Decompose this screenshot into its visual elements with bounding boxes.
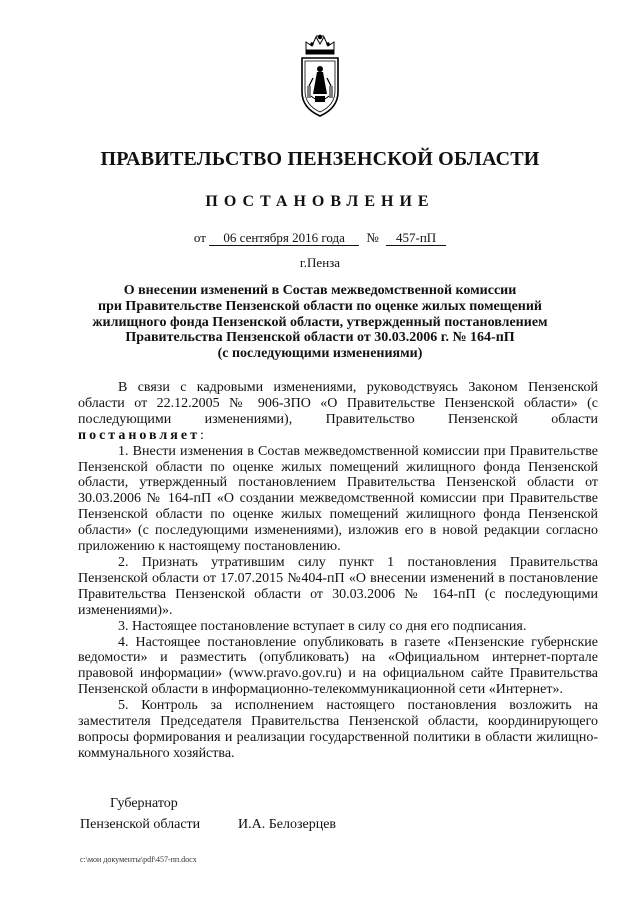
document-body <box>78 380 598 762</box>
subject-line: Правительства Пензенской области от 30.03.2006 г. № 164-пП <box>125 330 515 346</box>
clause-paragraph: 4. Настоящее постановление опубликовать в газете «Пензенские губернские ведомости» и разместить (опубликовать) на «Официальном интернет-портале правовой информации» (www.pravo.gov.ru) и на официальном сайте Правительства Пензенской области в информационно-телекоммуникационной сети «Интернет». <box>78 634 598 698</box>
number-prefix: № <box>366 230 379 245</box>
coat-of-arms-icon <box>296 34 344 118</box>
crown-icon <box>306 35 334 54</box>
document-number: 457-пП <box>386 231 446 246</box>
resolves-suffix: : <box>199 427 204 443</box>
signatory-name: И.А. Белозерцев <box>238 817 337 832</box>
preamble-paragraph <box>78 380 598 444</box>
signatory-position: Губернатор <box>110 796 178 811</box>
file-path: c:\мои документы\pdf\457-пп.docx <box>80 855 197 864</box>
subject-line: при Правительстве Пензенской области по оценке жилых помещений <box>98 298 542 314</box>
document-subject <box>80 283 560 362</box>
signature-row <box>80 814 336 835</box>
government-title: ПРАВИТЕЛЬСТВО ПЕНЗЕНСКОЙ ОБЛАСТИ <box>100 148 540 170</box>
preamble-text: В связи с кадровыми изменениями, руководствуясь Законом Пензенской области от 22.12.2005 № 906-ЗПО «О Правительстве Пензенской области» (с последующими изменениями), Правительство Пензенской области <box>78 380 598 427</box>
clause-paragraph: 1. Внести изменения в Состав межведомственной комиссии при Правительстве Пензенской области по оценке жилых помещений жилищного фонда Пензенской области, утвержденный постановлением Правительства Пензенской области от 30.03.2006 № 164-пП «О создании межведомственной комиссии при Правительстве Пензенской области по оценке жилых помещений жилищного фонда Пензенской области» (с последующими изменениями), изложив его в новой редакции согласно приложению к настоящему постановлению. <box>78 443 598 555</box>
city: г.Пенза <box>299 255 341 270</box>
date-number-line <box>0 230 640 246</box>
signatory-region: Пензенской области <box>80 817 201 832</box>
subject-line: жилищного фонда Пензенской области, утвержденный постановлением <box>92 314 548 330</box>
clause-paragraph: 3. Настоящее постановление вступает в силу со дня его подписания. <box>118 618 527 634</box>
subject-line: О внесении изменений в Состав межведомственной комиссии <box>123 283 517 298</box>
clause-paragraph: 5. Контроль за исполнением настоящего постановления возложить на заместителя Председателя Правительства Пензенской области, координирующего вопросы формирования и реализации государственной политики в области жилищно-коммунального хозяйства. <box>78 698 598 761</box>
document-date: 06 сентября 2016 года <box>209 231 359 246</box>
subject-line: (с последующими изменениями) <box>217 346 423 362</box>
clause-paragraph: 2. Признать утратившим силу пункт 1 постановления Правительства Пензенской области от 17.07.2015 №404-пП «О внесении изменений в постановление Правительства Пензенской области от 30.03.2006 № 164-пП (с последующими изменениями)». <box>78 554 598 618</box>
shield-icon <box>302 58 338 116</box>
date-prefix: от <box>193 230 206 245</box>
resolves-word: постановляет <box>78 427 200 443</box>
signature-block <box>80 793 336 835</box>
document-type: ПОСТАНОВЛЕНИЕ <box>205 193 435 210</box>
